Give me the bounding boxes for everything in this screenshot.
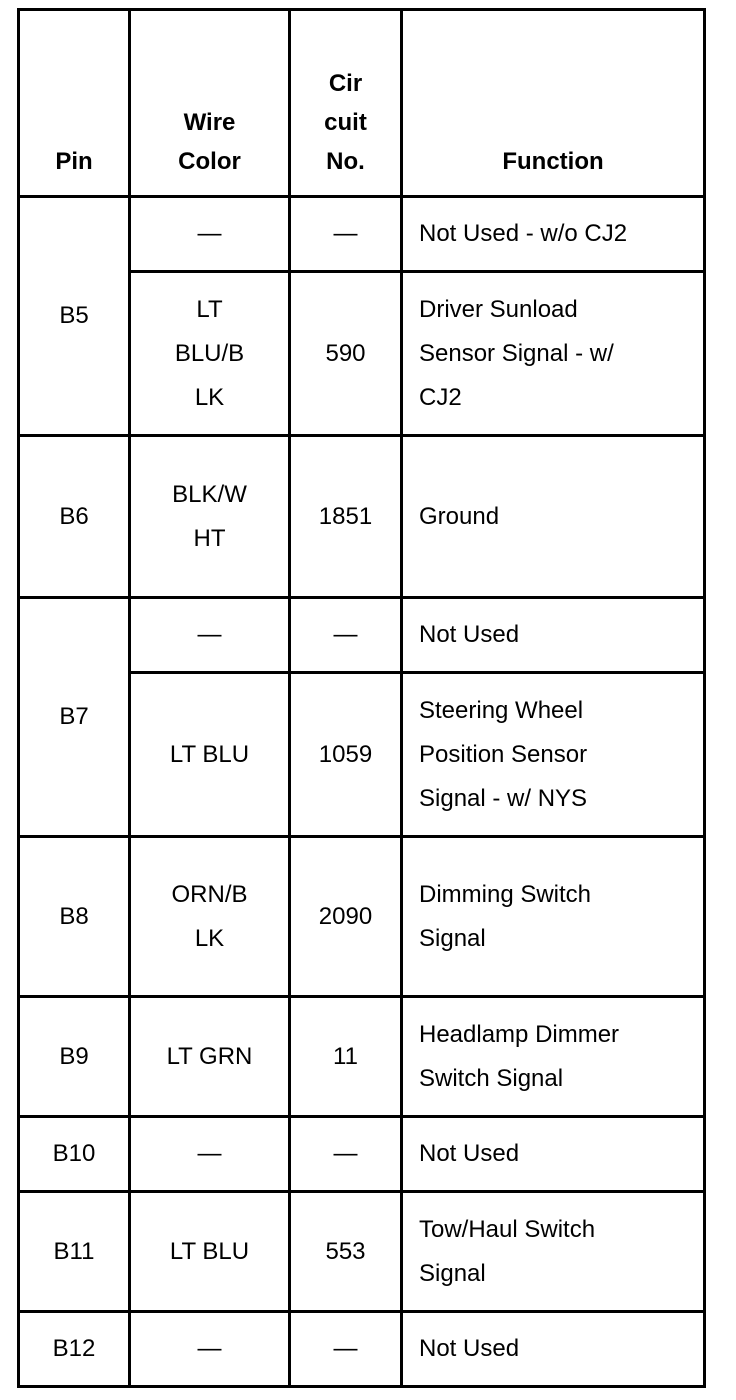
- wire-color-cell: LT BLU/B LK: [130, 272, 290, 436]
- function-cell: Not Used: [402, 1312, 705, 1387]
- pin-cell: B6: [19, 436, 130, 598]
- function-cell: Tow/Haul Switch Signal: [402, 1192, 705, 1312]
- table-row: [19, 598, 705, 673]
- pin-cell: B5: [19, 197, 130, 436]
- table-row: [19, 1117, 705, 1192]
- function-cell: Not Used - w/o CJ2: [402, 197, 705, 272]
- circuit-cell: 1851: [290, 436, 402, 598]
- function-cell: Not Used: [402, 1117, 705, 1192]
- function-cell: Headlamp Dimmer Switch Signal: [402, 997, 705, 1117]
- pin-cell: B10: [19, 1117, 130, 1192]
- header-wire-color: Wire Color: [130, 10, 290, 197]
- circuit-cell: —: [290, 598, 402, 673]
- function-cell: Not Used: [402, 598, 705, 673]
- table-row: [19, 197, 705, 272]
- pin-cell: B11: [19, 1192, 130, 1312]
- pin-cell: B12: [19, 1312, 130, 1387]
- pin-cell: B7: [19, 598, 130, 837]
- function-cell: Ground: [402, 436, 705, 598]
- function-cell: Driver Sunload Sensor Signal - w/ CJ2: [402, 272, 705, 436]
- header-function: Function: [402, 10, 705, 197]
- wire-color-cell: ORN/B LK: [130, 837, 290, 997]
- circuit-cell: 553: [290, 1192, 402, 1312]
- connector-pinout-table: [17, 8, 706, 1388]
- circuit-cell: —: [290, 197, 402, 272]
- wire-color-cell: BLK/W HT: [130, 436, 290, 598]
- circuit-cell: —: [290, 1117, 402, 1192]
- header-row: [19, 10, 705, 197]
- wire-color-cell: LT GRN: [130, 997, 290, 1117]
- wire-color-cell: —: [130, 197, 290, 272]
- circuit-cell: 590: [290, 272, 402, 436]
- circuit-cell: 2090: [290, 837, 402, 997]
- wire-color-cell: —: [130, 1117, 290, 1192]
- circuit-cell: 11: [290, 997, 402, 1117]
- header-pin: Pin: [19, 10, 130, 197]
- wire-color-cell: LT BLU: [130, 1192, 290, 1312]
- pin-cell: B8: [19, 837, 130, 997]
- circuit-cell: 1059: [290, 673, 402, 837]
- function-cell: Steering Wheel Position Sensor Signal - w/ NYS: [402, 673, 705, 837]
- wire-color-cell: LT BLU: [130, 673, 290, 837]
- wire-color-cell: —: [130, 598, 290, 673]
- header-circuit-no: Cir cuit No.: [290, 10, 402, 197]
- table-row: [19, 436, 705, 598]
- function-cell: Dimming Switch Signal: [402, 837, 705, 997]
- wire-color-cell: —: [130, 1312, 290, 1387]
- table-row: [19, 997, 705, 1117]
- circuit-cell: —: [290, 1312, 402, 1387]
- table-row: [19, 1192, 705, 1312]
- table-row: [19, 837, 705, 997]
- pin-cell: B9: [19, 997, 130, 1117]
- table-row: [19, 1312, 705, 1387]
